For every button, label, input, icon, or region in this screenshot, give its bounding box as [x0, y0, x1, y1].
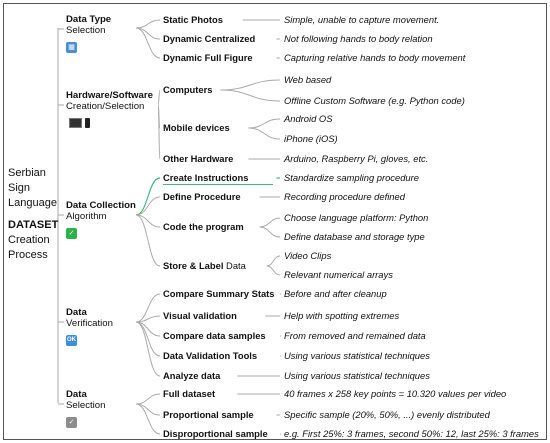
leaf-verification-2-0	[284, 330, 426, 341]
leaf-selection-0-0	[284, 388, 506, 399]
leaf-verification-3-0-text: Using various statistical techniques	[284, 350, 430, 361]
leaf-hardware-2-0	[284, 153, 428, 164]
node-verification-0-text: Compare Summary Stats	[163, 288, 275, 299]
node-collection-0	[163, 172, 248, 183]
node-verification-3	[163, 350, 257, 361]
node-type-0-text: Static Photos	[163, 14, 223, 25]
calendar-icon: ▦	[66, 42, 77, 53]
node-type-0	[163, 14, 223, 25]
check-mark-icon: ✓	[66, 228, 77, 239]
leaf-selection-0-0-text: 40 frames x 258 key points = 10.320 values per video	[284, 388, 507, 399]
leaf-type-1-0	[284, 33, 433, 44]
node-selection-0	[163, 388, 215, 399]
leaf-collection-2-1-text: Define database and storage type	[284, 231, 425, 242]
leaf-verification-3-0	[284, 350, 430, 361]
node-verification-2-text: Compare data samples	[163, 330, 266, 341]
leaf-hardware-1-1	[284, 133, 338, 144]
leaf-selection-2-0	[284, 428, 539, 439]
leaf-type-2-0-text: Capturing relative hands to body movement	[284, 52, 466, 63]
category-verification	[66, 307, 113, 329]
node-collection-3	[163, 260, 246, 271]
leaf-selection-2-0-text: e.g. First 25%: 3 frames, second 50%: 12, last 25%: 3 frames	[284, 428, 539, 439]
category-collection	[66, 200, 136, 222]
leaf-hardware-1-0	[284, 113, 332, 124]
leaf-hardware-2-0-text: Arduino, Raspberry Pi, gloves, etc.	[284, 153, 429, 164]
node-type-2	[163, 52, 253, 63]
leaf-collection-2-0	[284, 212, 428, 223]
leaf-collection-0-0	[284, 172, 419, 183]
leaf-hardware-0-1-text: Offline Custom Software (e.g. Python code)	[284, 95, 465, 106]
node-verification-2	[163, 330, 266, 341]
node-label-suffix: Data	[223, 260, 246, 271]
node-hardware-2	[163, 153, 233, 164]
leaf-type-0-0-text: Simple, unable to capture movement.	[284, 14, 440, 25]
leaf-collection-2-1	[284, 231, 425, 242]
leaf-collection-1-0	[284, 191, 405, 202]
leaf-type-0-0	[284, 14, 439, 25]
leaf-verification-1-0	[284, 310, 399, 321]
category-title: Data Type	[66, 14, 112, 25]
node-type-1	[163, 33, 255, 44]
leaf-hardware-0-1	[284, 95, 465, 106]
root-title-line: Sign	[8, 182, 31, 194]
category-type	[66, 14, 111, 36]
leaf-collection-3-0	[284, 250, 331, 261]
leaf-type-1-0-text: Not following hands to body relation	[284, 33, 433, 44]
leaf-selection-1-0	[284, 409, 490, 420]
node-verification-0	[163, 288, 275, 299]
leaf-selection-1-0-text: Specific sample (20%, 50%, ...) evenly distributed	[284, 409, 490, 420]
root-dataset-label: DATASET	[8, 219, 59, 231]
category-subtitle: Selection	[66, 400, 106, 411]
category-title: Data	[66, 389, 87, 400]
leaf-collection-1-0-text: Recording procedure defined	[284, 191, 405, 202]
leaf-collection-3-1-text: Relevant numerical arrays	[284, 269, 393, 280]
category-subtitle: Verification	[66, 318, 113, 329]
node-type-2-text: Dynamic Full Figure	[163, 52, 253, 63]
root-node	[8, 166, 58, 263]
leaf-hardware-1-0-text: Android OS	[284, 113, 333, 124]
node-hardware-2-text: Other Hardware	[163, 153, 234, 164]
category-title: Hardware/Software	[66, 90, 153, 101]
leaf-verification-2-0-text: From removed and remained data	[284, 330, 426, 341]
node-selection-1	[163, 409, 254, 420]
computer-and-phone-icon	[66, 118, 92, 129]
node-collection-2	[163, 221, 244, 232]
node-verification-4-text: Analyze data	[163, 370, 221, 381]
node-hardware-1	[163, 122, 230, 133]
category-subtitle: Algorithm	[66, 211, 107, 222]
node-type-1-text: Dynamic Centralized	[163, 33, 256, 44]
node-collection-1	[163, 191, 241, 202]
leaf-verification-4-0-text: Using various statistical techniques	[284, 370, 430, 381]
leaf-collection-0-0-text: Standardize sampling procedure	[284, 172, 419, 183]
root-title-line: Language	[8, 197, 57, 209]
node-collection-3-text: Store & Label	[163, 260, 224, 271]
node-hardware-0-text: Computers	[163, 84, 213, 95]
node-hardware-0	[163, 84, 212, 95]
node-verification-4	[163, 370, 220, 381]
leaf-type-2-0	[284, 52, 465, 63]
node-verification-1	[163, 310, 237, 321]
leaf-verification-0-0-text: Before and after cleanup	[284, 288, 387, 299]
highlight-underline	[163, 184, 273, 185]
leaf-hardware-0-0-text: Web based	[284, 74, 332, 85]
node-verification-3-text: Data Validation Tools	[163, 350, 258, 361]
checkbox-icon: ✓	[66, 417, 77, 428]
category-title: Data Collection	[66, 200, 136, 211]
leaf-verification-1-0-text: Help with spotting extremes	[284, 310, 400, 321]
leaf-hardware-0-0	[284, 74, 331, 85]
node-hardware-1-text: Mobile devices	[163, 122, 230, 133]
category-selection	[66, 389, 105, 411]
root-title-line: Creation	[8, 234, 50, 246]
node-selection-2-text: Disproportional sample	[163, 428, 268, 439]
root-title-line: Process	[8, 249, 48, 261]
category-subtitle: Creation/Selection	[66, 101, 145, 112]
node-collection-0-text: Create Instructions	[163, 172, 249, 183]
node-selection-1-text: Proportional sample	[163, 409, 254, 420]
leaf-hardware-1-1-text: iPhone (iOS)	[284, 133, 338, 144]
node-selection-0-text: Full dataset	[163, 388, 216, 399]
node-verification-1-text: Visual validation	[163, 310, 237, 321]
node-collection-1-text: Define Procedure	[163, 191, 241, 202]
leaf-collection-3-1	[284, 269, 393, 280]
leaf-verification-4-0	[284, 370, 430, 381]
category-hardware	[66, 90, 153, 112]
leaf-verification-0-0	[284, 288, 387, 299]
ok-icon: OK	[66, 335, 77, 346]
category-title: Data	[66, 307, 87, 318]
root-title-line: Serbian	[8, 167, 46, 179]
leaf-collection-2-0-text: Choose language platform: Python	[284, 212, 429, 223]
node-collection-2-text: Code the program	[163, 221, 244, 232]
leaf-collection-3-0-text: Video Clips	[284, 250, 332, 261]
node-selection-2	[163, 428, 268, 439]
category-subtitle: Selection	[66, 25, 106, 36]
